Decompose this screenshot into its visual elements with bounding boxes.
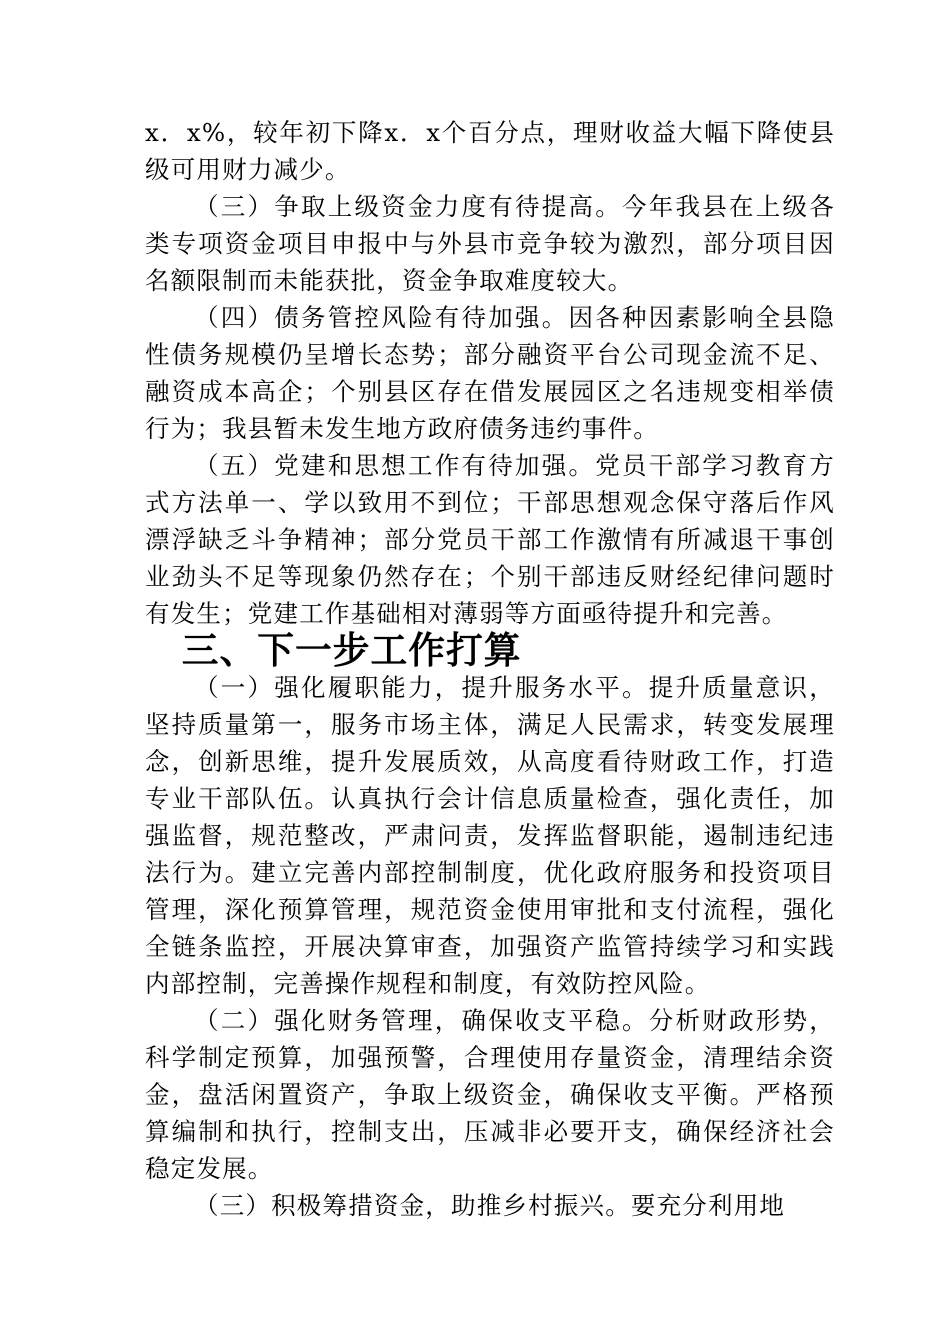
document-page — [145, 114, 835, 1224]
paragraph-debt-risk: （四）债务管控风险有待加强。因各种因素影响全县隐性债务规模仍呈增长态势；部分融资平台公司现金流不足、融资成本高企；个别县区存在借发展园区之名违规变相举债行为；我县暂未发生地方政府债务违约事件。 — [145, 303, 835, 443]
paragraph-rural-revitalization: （三）积极筹措资金，助推乡村振兴。要充分利用地 — [194, 1191, 786, 1220]
paragraph-continuation: x．x%，较年初下降x．x个百分点，理财收益大幅下降使县级可用财力减少。 — [145, 118, 835, 184]
section-heading: 三、下一步工作打算 — [181, 629, 522, 672]
paragraph-funding-issue: （三）争取上级资金力度有待提高。今年我县在上级各类专项资金项目申报中与外县市竞争较为激烈，部分项目因名额限制而未能获批，资金争取难度较大。 — [145, 192, 835, 295]
paragraph-capacity: （一）强化履职能力，提升服务水平。提升质量意识，坚持质量第一，服务市场主体，满足人民需求，转变发展理念，创新思维，提升发展质效，从高度看待财政工作，打造专业干部队伍。认真执行会计信息质量检查，强化责任，加强监督，规范整改，严肃问责，发挥监督职能，遏制违纪违法行为。建立完善内部控制制度，优化政府服务和投资项目管理，深化预算管理，规范资金使用审批和支付流程，强化全链条监控，开展决算审查，加强资产监管持续学习和实践内部控制，完善操作规程和制度，有效防控风险。 — [145, 673, 835, 998]
paragraph-finance-management: （二）强化财务管理，确保收支平稳。分析财政形势，科学制定预算，加强预警，合理使用存量资金，清理结余资金，盘活闲置资产，争取上级资金，确保收支平衡。严格预算编制和执行，控制支出，压减非必要开支，确保经济社会稳定发展。 — [145, 1006, 835, 1183]
paragraph-party-building: （五）党建和思想工作有待加强。党员干部学习教育方式方法单一、学以致用不到位；干部思想观念保守落后作风漂浮缺乏斗争精神；部分党员干部工作激情有所减退干事创业劲头不足等现象仍然存在；个别干部违反财经纪律问题时有发生；党建工作基础相对薄弱等方面亟待提升和完善。 — [145, 451, 835, 628]
